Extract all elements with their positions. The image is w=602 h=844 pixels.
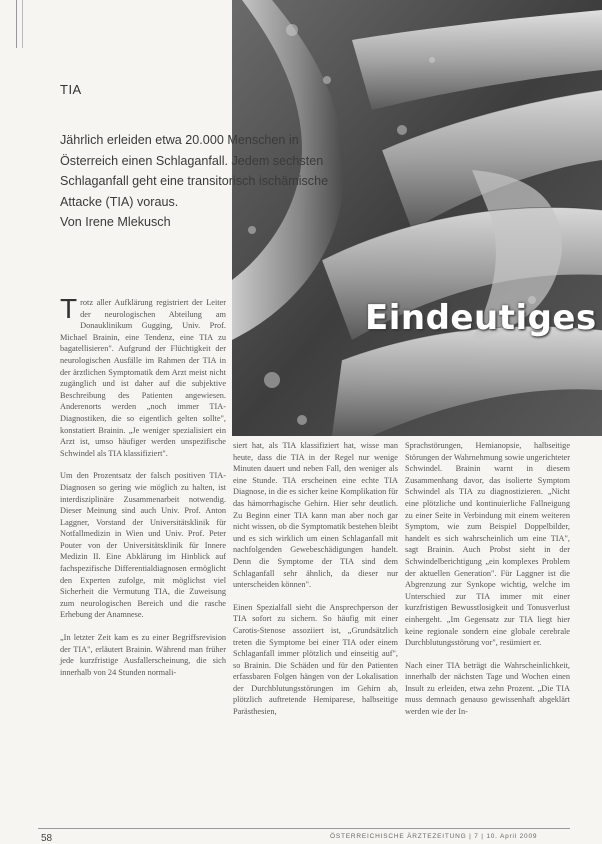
footer-rule: [38, 828, 570, 829]
body-paragraph: Sprachstörungen, Hemianopsie, halbseitige Störungen der Wahrnehmung sowie ungerichteter Schwindel. Brainin warnt in diesem Zusammenhang davor, das isolierte Symptom Schwindel als TIA zu diagnostizieren. „Nicht eine plötzliche und kontinuierliche Fallneigung zu einer Seite in Verbindung mit einem weiteren Symptom, wie zum Beispiel Doppelbilder, handelt es sich wahrscheinlich um eine TIA", sagt Brainin. Auch Probst sieht in der Schwindelberichtigung „ein komplexes Problem der aktuellen Generation". Für Laggner ist die Abgrenzung zur Synkope wichtig, welche im Unterschied zur TIA immer mit einer kurzfristigen Bewusstlosigkeit und Tonusverlust einhergeht. „Im Gegensatz zur TIA liegt hier keine regionale sondern eine globale cerebrale Durchblutungsstörung vor", resümiert er.: [405, 441, 570, 648]
text-column-1: [60, 293, 226, 689]
body-paragraph: Nach einer TIA beträgt die Wahrscheinlichkeit, innerhalb der nächsten Tage und Wochen einen Insult zu erleiden, etwa zehn Prozent. „Die TIA muss demnach genauso gewissenhaft abgeklärt werden wie der In-: [405, 660, 570, 717]
page-number: 58: [41, 833, 53, 844]
lead-paragraph: [60, 130, 360, 233]
text-column-3: [405, 440, 570, 729]
lead-text: Jährlich erleiden etwa 20.000 Menschen in Österreich einen Schlaganfall. Jedem sechsten Schlaganfall geht eine transitorisch ischämische Attacke (TIA) voraus.: [60, 133, 329, 209]
body-paragraph: [60, 293, 226, 459]
drop-cap: T: [60, 293, 78, 324]
author-byline: Von Irene Mlekusch: [60, 215, 171, 229]
body-paragraph: „In letzter Zeit kam es zu einer Begriffsrevision der TIA", erläutert Brainin. Während man früher jede kurzfristige Ausfallerscheinung, die sich innerhalb von 24 Stunden normali-: [60, 633, 226, 677]
body-paragraph: Einen Spezialfall sieht die Ansprechperson der TIA sofort zu sichern. So häufig mit einer Carotis-Stenose assoziiert ist, „Grundsätzlich treten die Symptome bei einer TIA oder einem Schlaganfall immer plötzlich und einseitig auf", so Brainin. Die Schäden und für den Patienten erfassbaren Folgen hängen von der Lokalisation der Durchblutungsstörungen im Gehirn ab, plötzlich auftretende Hemiparese, halbseitige Parästhesien,: [233, 602, 398, 717]
margin-rule: [22, 0, 23, 48]
article-headline: Eindeutiges: [365, 298, 597, 338]
margin-rule: [16, 0, 17, 48]
section-label: TIA: [60, 82, 82, 97]
text-column-2: [233, 440, 398, 729]
publication-line: ÖSTERREICHISCHE ÄRZTEZEITUNG | 7 | 10. April 2009: [330, 833, 538, 840]
body-paragraph: siert hat, als TIA klassifiziert hat, wisse man heute, dass die TIA in der Regel nur wenige Minuten dauert und neben Fall, den weniger als eine Stunde. TIA erscheinen eine echte TIA Diagnose, in die es sicher keine Komplikation für das hämorrhagische Gehirn. Hier sehr deutlich. Zu Beginn einer TIA kann man aber noch gar nicht wissen, ob die Symptomatik bestehen bleibt und es sich wirklich um einen Schlaganfall mit nachfolgenden Gewebeschädigungen handelt. Denn die Symptome der TIA sind dem Schlaganfall sehr ähnlich, da dieser nur unterscheiden können".: [233, 441, 398, 590]
paragraph-text: rotz aller Aufklärung registriert der Leiter der neurologischen Abteilung am Donauklinikum Gugging, Univ. Prof. Michael Brainin, eine Tendenz, eine TIA zu bagatellisieren". Aufgrund der Flüchtigkeit der neurologischen Ausfälle im Rahmen der TIA in der ärztlichen Symptomatik dem Arzt meist nicht zugänglich und ist daher auf die subjektive Beschreibung des Patienten angewiesen. Anderenorts werden „noch immer TIA-Diagnostiken, die so eigentlich gelten sollte", konstatiert Brainin. „Je weniger spezialisiert ein Arzt ist, umso häufiger werden unspezifische Schwindel als TIA klassifiziert".: [60, 298, 226, 458]
body-paragraph: Um den Prozentsatz der falsch positiven TIA-Diagnosen so gering wie möglich zu halten, ist interdisziplinäre Zusammenarbeit notwendig. Dieser Meinung sind auch Univ. Prof. Anton Laggner, Vorstand der Universitätsklinik für Notfallmedizin in Wien und Univ. Prof. Peter Pouter von der Universitätsklinik für Innere Medizin II. Eine Abklärung im Hinblick auf fachspezifische Differentialdiagnosen ermöglicht den Experten zufolge, mit möglichst viel Sicherheit die Vermutung TIA, die Zuweisung zum neurologischen Bereich und die rasche Erhebung der Anamnese.: [60, 471, 226, 620]
